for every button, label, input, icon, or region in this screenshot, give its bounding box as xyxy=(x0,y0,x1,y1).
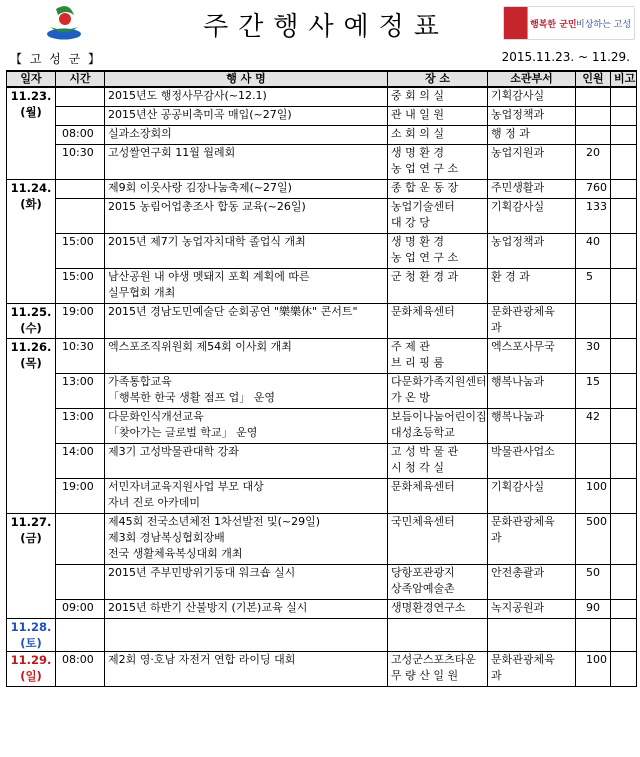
time-cell xyxy=(56,564,105,599)
time-cell: 13:00 xyxy=(56,373,105,408)
dept-line: 문화관광체육 xyxy=(491,304,555,318)
page-title: 주간행사예정표 xyxy=(203,12,449,42)
place-cell xyxy=(388,513,488,564)
period-label: 2015.11.23. ~ 11.29. xyxy=(501,50,630,64)
people-cell: 90 xyxy=(576,599,611,618)
schedule-body xyxy=(7,87,637,686)
place-line: 당항포관광지 xyxy=(391,565,455,579)
table-row xyxy=(7,564,637,599)
time-cell: 14:00 xyxy=(56,443,105,478)
place-cell xyxy=(388,144,488,179)
place-line: 문화체육센터 xyxy=(391,304,455,318)
date-text: 11.28. xyxy=(10,619,52,634)
dept-line: 행복나눔과 xyxy=(491,374,545,388)
event-line: 2015년 하반기 산불방지 (기본)교육 실시 xyxy=(108,600,308,614)
weekday-text: (토) xyxy=(20,635,42,650)
table-row xyxy=(7,125,637,144)
dept-cell xyxy=(488,268,576,303)
schedule-table xyxy=(6,70,637,687)
event-line: 2015년산 공공비축미곡 매입(~27일) xyxy=(108,107,292,121)
header-event: 행 사 명 xyxy=(105,71,388,87)
time-cell xyxy=(56,618,105,651)
event-line: 자녀 진로 아카데미 xyxy=(108,495,201,509)
dept-line: 행복나눔과 xyxy=(491,409,545,423)
dept-line: 농업정책과 xyxy=(491,107,545,121)
event-line: 고성쌀연구회 11월 월례회 xyxy=(108,145,236,159)
dept-line: 녹지공원과 xyxy=(491,600,545,614)
table-row xyxy=(7,179,637,198)
event-cell xyxy=(105,233,388,268)
table-row xyxy=(7,478,637,513)
people-cell: 50 xyxy=(576,564,611,599)
table-row xyxy=(7,338,637,373)
time-cell xyxy=(56,513,105,564)
table-row xyxy=(7,87,637,106)
date-text: 11.26. xyxy=(10,339,52,354)
place-cell xyxy=(388,408,488,443)
subheader xyxy=(0,50,640,66)
event-cell xyxy=(105,106,388,125)
place-cell xyxy=(388,651,488,686)
place-cell xyxy=(388,198,488,233)
table-row xyxy=(7,513,637,564)
date-cell xyxy=(7,87,56,179)
event-line: 전국 생활체육복싱대회 개최 xyxy=(108,546,243,560)
weekday-text: (금) xyxy=(20,530,42,545)
dept-line: 안전총괄과 xyxy=(491,565,545,579)
note-cell xyxy=(611,144,637,179)
people-cell xyxy=(576,106,611,125)
dept-cell xyxy=(488,125,576,144)
date-cell xyxy=(7,651,56,686)
slogan-text-2: 비상하는 고성 xyxy=(576,20,632,30)
weekday-text: (목) xyxy=(20,355,42,370)
people-cell xyxy=(576,618,611,651)
event-cell xyxy=(105,443,388,478)
event-cell xyxy=(105,618,388,651)
date-text: 11.24. xyxy=(10,180,52,195)
time-cell: 10:30 xyxy=(56,144,105,179)
place-cell xyxy=(388,373,488,408)
event-cell xyxy=(105,144,388,179)
place-line: 관 내 일 원 xyxy=(391,107,444,121)
time-cell: 19:00 xyxy=(56,303,105,338)
date-cell xyxy=(7,618,56,651)
table-header-row xyxy=(7,71,637,87)
note-cell xyxy=(611,408,637,443)
header-dept: 소관부서 xyxy=(488,71,576,87)
dept-cell xyxy=(488,599,576,618)
dept-cell xyxy=(488,338,576,373)
dept-line: 과 xyxy=(491,320,502,334)
event-line: 2015년 제7기 농업자치대학 졸업식 개최 xyxy=(108,234,306,248)
dept-cell xyxy=(488,513,576,564)
note-cell xyxy=(611,198,637,233)
people-cell: 42 xyxy=(576,408,611,443)
place-line: 다문화가족지원센터 xyxy=(391,374,487,388)
county-logo-icon xyxy=(44,3,84,43)
people-cell xyxy=(576,125,611,144)
place-line: 시 청 각 실 xyxy=(391,460,444,474)
note-cell xyxy=(611,513,637,564)
time-cell: 09:00 xyxy=(56,599,105,618)
place-cell xyxy=(388,179,488,198)
place-line: 종 합 운 동 장 xyxy=(391,180,459,194)
note-cell xyxy=(611,87,637,106)
event-cell xyxy=(105,338,388,373)
place-cell xyxy=(388,233,488,268)
event-cell xyxy=(105,373,388,408)
event-line: 가족통합교육 xyxy=(108,374,172,388)
header-people: 인원 xyxy=(576,71,611,87)
note-cell xyxy=(611,106,637,125)
event-cell xyxy=(105,179,388,198)
event-line: 다문화인식개선교육 xyxy=(108,409,204,423)
note-cell xyxy=(611,233,637,268)
people-cell: 15 xyxy=(576,373,611,408)
place-line: 농 업 연 구 소 xyxy=(391,250,459,264)
time-cell: 15:00 xyxy=(56,233,105,268)
date-text: 11.25. xyxy=(10,304,52,319)
note-cell xyxy=(611,303,637,338)
header-date: 일자 xyxy=(7,71,56,87)
weekday-text: (화) xyxy=(20,196,42,211)
event-line: 제2회 영·호남 자전거 연합 라이딩 대회 xyxy=(108,652,296,666)
event-line: 2015 농림어업총조사 합동 교육(~26일) xyxy=(108,199,306,213)
dept-line: 농업지원과 xyxy=(491,145,545,159)
dept-cell xyxy=(488,144,576,179)
place-line: 중 회 의 실 xyxy=(391,89,444,102)
people-cell: 760 xyxy=(576,179,611,198)
time-cell: 13:00 xyxy=(56,408,105,443)
event-line: 「행복한 한국 생활 점프 업」 운영 xyxy=(108,390,275,404)
header-place: 장 소 xyxy=(388,71,488,87)
note-cell xyxy=(611,564,637,599)
place-line: 농 업 연 구 소 xyxy=(391,161,459,175)
time-cell: 19:00 xyxy=(56,478,105,513)
note-cell xyxy=(611,651,637,686)
dept-line: 행 정 과 xyxy=(491,126,530,140)
people-cell: 5 xyxy=(576,268,611,303)
people-cell: 100 xyxy=(576,651,611,686)
dept-cell xyxy=(488,564,576,599)
event-cell xyxy=(105,268,388,303)
time-cell xyxy=(56,87,105,106)
place-cell xyxy=(388,338,488,373)
table-row xyxy=(7,373,637,408)
time-cell: 15:00 xyxy=(56,268,105,303)
dept-cell xyxy=(488,303,576,338)
place-cell xyxy=(388,303,488,338)
dept-line: 과 xyxy=(491,668,502,682)
event-cell xyxy=(105,125,388,144)
dept-cell xyxy=(488,87,576,106)
dept-cell xyxy=(488,618,576,651)
dept-cell xyxy=(488,106,576,125)
place-line: 고성군스포츠타운 xyxy=(391,652,477,666)
table-row xyxy=(7,303,637,338)
event-line: 제3기 고성박물관대학 강좌 xyxy=(108,444,239,458)
place-line: 농업기술센터 xyxy=(391,199,455,213)
header-time: 시간 xyxy=(56,71,105,87)
people-cell xyxy=(576,443,611,478)
people-cell: 40 xyxy=(576,233,611,268)
time-cell xyxy=(56,198,105,233)
dept-line: 박물관사업소 xyxy=(491,444,555,458)
date-cell xyxy=(7,338,56,513)
table-row xyxy=(7,144,637,179)
event-cell xyxy=(105,478,388,513)
dept-cell xyxy=(488,478,576,513)
weekday-text: (월) xyxy=(20,105,42,119)
dept-cell xyxy=(488,651,576,686)
dept-line: 기획감사실 xyxy=(491,199,545,213)
place-line: 보듬이나눔어린이집 xyxy=(391,409,487,423)
event-cell xyxy=(105,513,388,564)
people-cell xyxy=(576,87,611,106)
table-row xyxy=(7,268,637,303)
dept-line: 기획감사실 xyxy=(491,479,545,493)
people-cell: 30 xyxy=(576,338,611,373)
event-cell xyxy=(105,198,388,233)
place-line: 생 명 환 경 xyxy=(391,234,444,248)
table-row xyxy=(7,106,637,125)
dept-cell xyxy=(488,233,576,268)
table-row xyxy=(7,408,637,443)
table-row xyxy=(7,233,637,268)
place-cell xyxy=(388,618,488,651)
date-cell xyxy=(7,179,56,303)
dept-cell xyxy=(488,373,576,408)
place-line: 고 성 박 물 관 xyxy=(391,444,459,458)
event-line: 「찾아가는 글로벌 학교」 운영 xyxy=(108,425,258,439)
dept-cell xyxy=(488,408,576,443)
place-line: 국민체육센터 xyxy=(391,514,455,528)
place-cell xyxy=(388,268,488,303)
event-line: 2015년도 행정사무감사(~12.1) xyxy=(108,89,267,102)
event-cell xyxy=(105,651,388,686)
dept-line: 문화관광체육 xyxy=(491,652,555,666)
place-line: 군 청 환 경 과 xyxy=(391,269,459,283)
note-cell xyxy=(611,125,637,144)
event-cell xyxy=(105,87,388,106)
table-row xyxy=(7,198,637,233)
event-line: 2015년 경남도민예술단 순회공연 "樂樂休" 콘서트" xyxy=(108,304,358,318)
dept-line: 주민생활과 xyxy=(491,180,545,194)
place-line: 대 강 당 xyxy=(391,215,430,229)
event-cell xyxy=(105,303,388,338)
event-cell xyxy=(105,599,388,618)
weekday-text: (수) xyxy=(20,320,42,335)
place-cell xyxy=(388,106,488,125)
note-cell xyxy=(611,268,637,303)
note-cell xyxy=(611,373,637,408)
note-cell xyxy=(611,338,637,373)
note-cell xyxy=(611,599,637,618)
place-line: 대성초등학교 xyxy=(391,425,455,439)
weekday-text: (일) xyxy=(20,668,42,683)
place-line: 가 온 방 xyxy=(391,390,430,404)
date-cell xyxy=(7,513,56,618)
place-line: 상족암예술촌 xyxy=(391,581,455,595)
page-header xyxy=(0,0,640,46)
dept-line: 환 경 과 xyxy=(491,269,530,283)
time-cell xyxy=(56,179,105,198)
people-cell: 100 xyxy=(576,478,611,513)
people-cell: 20 xyxy=(576,144,611,179)
place-line: 소 회 의 실 xyxy=(391,126,444,140)
event-line: 서민자녀교육지원사업 부모 대상 xyxy=(108,479,264,493)
event-line: 제9회 이웃사랑 김장나눔축제(~27일) xyxy=(108,180,292,194)
org-label: 【 고 성 군 】 xyxy=(10,52,103,66)
place-cell xyxy=(388,443,488,478)
note-cell xyxy=(611,618,637,651)
event-cell xyxy=(105,408,388,443)
place-cell xyxy=(388,87,488,106)
note-cell xyxy=(611,478,637,513)
dept-line: 농업정책과 xyxy=(491,234,545,248)
dept-line: 기획감사실 xyxy=(491,89,545,102)
event-line: 실과소장회의 xyxy=(108,126,172,140)
people-cell: 133 xyxy=(576,198,611,233)
place-line: 브 리 핑 룸 xyxy=(391,355,444,369)
time-cell xyxy=(56,106,105,125)
note-cell xyxy=(611,443,637,478)
place-cell xyxy=(388,599,488,618)
people-cell xyxy=(576,303,611,338)
place-cell xyxy=(388,478,488,513)
date-text: 11.23. xyxy=(10,89,52,103)
slogan-banner xyxy=(503,6,635,40)
table-row xyxy=(7,443,637,478)
event-line: 실무협회 개최 xyxy=(108,285,176,299)
place-line: 주 제 관 xyxy=(391,339,430,353)
dept-cell xyxy=(488,443,576,478)
date-text: 11.27. xyxy=(10,514,52,529)
event-cell xyxy=(105,564,388,599)
table-row xyxy=(7,651,637,686)
place-line: 생명환경연구소 xyxy=(391,600,466,614)
place-line: 생 명 환 경 xyxy=(391,145,444,159)
dept-line: 엑스포사무국 xyxy=(491,339,555,353)
slogan-text-1: 행복한 군민 xyxy=(530,20,577,30)
place-line: 문화체육센터 xyxy=(391,479,455,493)
note-cell xyxy=(611,179,637,198)
date-cell xyxy=(7,303,56,338)
table-row xyxy=(7,618,637,651)
header-note: 비고 xyxy=(611,71,637,87)
table-row xyxy=(7,599,637,618)
event-line: 제3회 경남복싱협회장배 xyxy=(108,530,225,544)
dept-cell xyxy=(488,179,576,198)
dept-line: 과 xyxy=(491,530,502,544)
people-cell: 500 xyxy=(576,513,611,564)
place-line: 무 량 산 일 원 xyxy=(391,668,459,682)
date-text: 11.29. xyxy=(10,652,52,667)
place-cell xyxy=(388,125,488,144)
event-line: 남산공원 내 야생 멧돼지 포획 계획에 따른 xyxy=(108,269,310,283)
time-cell: 08:00 xyxy=(56,651,105,686)
event-line: 제45회 전국소년체전 1차선발전 및(~29일) xyxy=(108,514,321,528)
time-cell: 10:30 xyxy=(56,338,105,373)
dept-line: 문화관광체육 xyxy=(491,514,555,528)
place-cell xyxy=(388,564,488,599)
event-line: 엑스포조직위원회 제54회 이사회 개최 xyxy=(108,339,292,353)
event-line: 2015년 주부민방위기동대 워크숍 실시 xyxy=(108,565,296,579)
time-cell: 08:00 xyxy=(56,125,105,144)
dept-cell xyxy=(488,198,576,233)
